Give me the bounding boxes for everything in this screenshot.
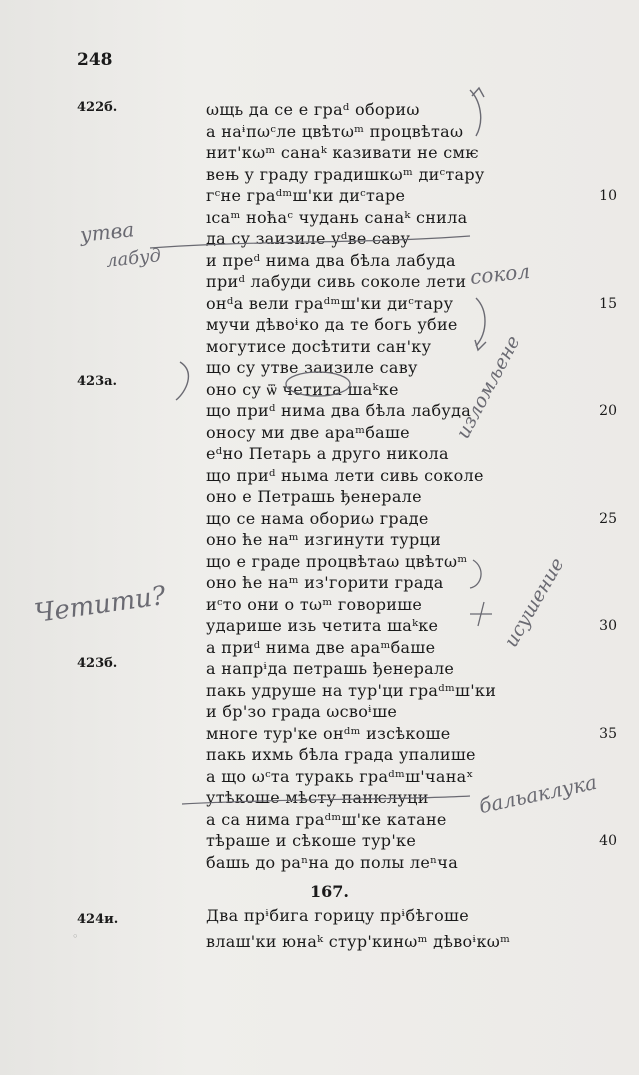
arrow-mark [475,340,486,350]
annotation-left-3: Четити? [32,580,168,630]
line-number: 25 [599,510,617,527]
verse-line: еᵈно Петарь а друго никола [206,444,449,463]
verse-line: оно ће наᵐ из'горити града [206,573,444,592]
line-number: 10 [599,188,617,204]
bracket-mark [470,90,481,136]
verse-line: оно су ѿ четита шаᵏке [206,379,399,399]
verse-line: що приᵈ ньıма лети сивь соколе [206,465,484,485]
verse-line: и бр'зо града ωсвоᶤше [206,702,398,721]
verse-line: влаш'ки юнаᵏ стур'кинωᵐ дѣвоᶤкωᵐ [206,932,511,951]
verse-line: оно ће наᵐ изгинути турци [206,530,442,549]
line-number: 35 [599,725,617,742]
verse-line: нит'кωᵐ санаᵏ казивати не смѥ [206,143,479,162]
verse-line: що приᵈ нима два бѣла лабуда [206,401,472,420]
page-number: 248 [77,50,113,70]
annotation-diag-2: исушение [500,554,569,651]
section-label: 424и. [77,912,119,927]
verse-line: оносу ми две араᵐбаше [206,422,410,442]
line-number: 20 [599,403,617,419]
verse-line: що се нама обориω граде [206,508,429,528]
verse-line: що е граде процвѣтаω цвѣтωᵐ [206,551,468,571]
annotation-right-1: сокол [468,258,532,290]
verse-line: що су утве заизиле саву [206,358,418,377]
verse-line: пакь удруше на тур'ци граᵈᵐш'ки [206,680,497,700]
annotation-right-2: бальаклука [476,769,600,819]
footnote-number: 167. [310,882,349,901]
underline-mark [182,796,470,804]
verse-line: гᶜне граᵈᵐш'ки диᶜтаре [206,186,406,205]
verse-line: онᵈа вели граᵈᵐш'ки диᶜтару [206,293,454,313]
line-number: 15 [599,295,617,312]
question-mark [176,362,188,400]
verse-line: а са нима граᵈᵐш'ке катане [206,809,447,829]
verse-line: башь до раⁿна до полы леⁿча [206,852,459,872]
verse-line: пакь ихмь бѣла града упалише [206,745,476,764]
verse-line: мучи дѣвоᶤко да те богь убие [206,315,458,334]
verse-line: Два прᶤбига горицу прᶤбѣгоше [206,906,469,925]
verse-line: а напрᶤда петрашь ђенерале [206,659,455,678]
verse-line: утѣкоше мѣсту панѥлуци [206,788,429,807]
verse-line: приᵈ лабуди сивь соколе лети [206,272,467,291]
verse-line: вењ у граду градишкωᵐ диᶜтару [206,164,485,184]
section-label: 423б. [77,656,118,671]
annotation-left-1: утва [78,217,136,247]
line-number: 30 [599,618,617,634]
verse-line: тѣраше и сѣкоше тур'ке [206,831,417,850]
verse-line: многе тур'ке онᵈᵐ изсѣкоше [206,723,451,743]
verse-line: ударише изь четита шаᵏке [206,616,439,635]
cross-mark [470,602,492,626]
verse-line: могутисе досѣтити сан'ку [206,336,432,356]
verse-line: а приᵈ нима две араᵐбаше [206,637,436,657]
section-label: 423а. [77,374,118,389]
verse-line: оно е Петрашь ђенерале [206,487,422,506]
verse-line: а що ωᶜта туракь граᵈᵐш'чанаˣ [206,766,474,786]
circle-mark [286,372,350,396]
stray-mark: ◦ [72,930,79,943]
verse-line: а наᶤпωᶜле цвѣтωᵐ процвѣтаω [206,121,464,141]
annotation-diag-1: изломљене [452,332,525,443]
verse-line: ıсаᵐ ноћаᶜ чудань санаᵏ снила [206,207,468,227]
underline-mark [150,236,470,248]
verse-line: да су заизиле уᵈве саву [206,229,411,248]
verse-line: и преᵈ нима два бѣла лабуда [206,250,456,270]
bracket-mark [476,298,485,346]
section-label: 422б. [77,100,118,115]
annotation-left-2: лабуд [105,245,162,272]
bracket-mark [470,560,481,588]
line-number: 40 [599,833,617,849]
verse-line: ωщь да се е граᵈ обориω [206,100,420,119]
verse-line: иᶜто они о тωᵐ говорише [206,594,423,614]
